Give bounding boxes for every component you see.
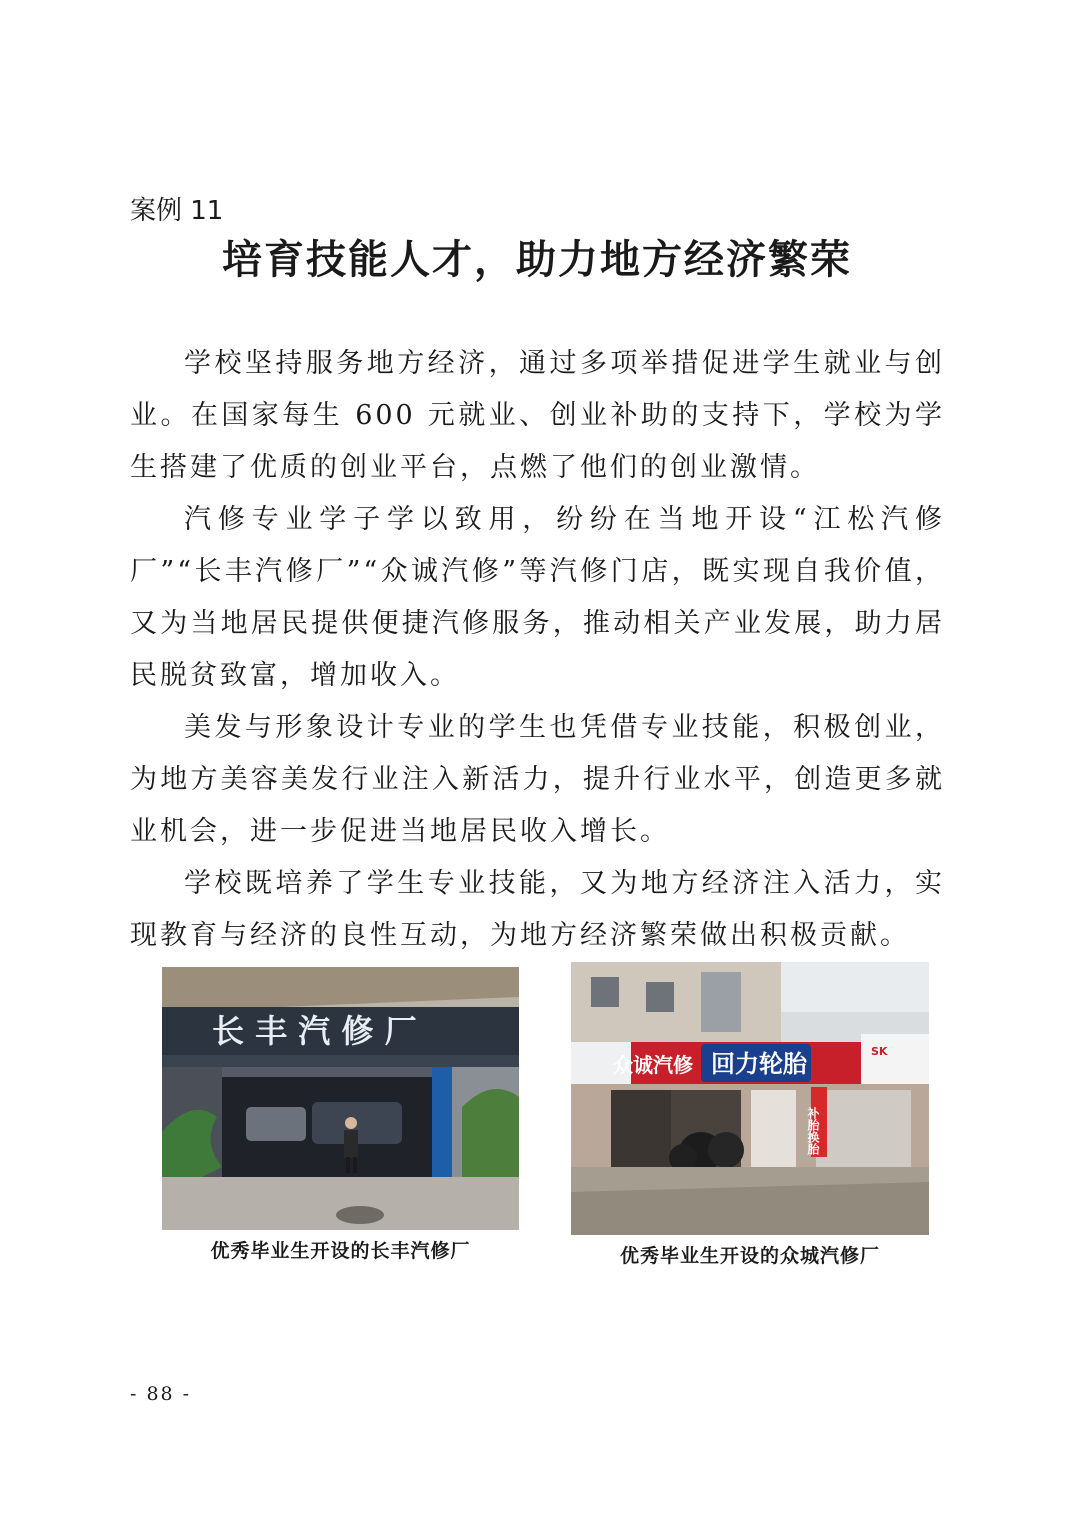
photo-zhongcheng-repair-shop [571,962,929,1235]
photo2-sign-left: 众诚汽修 [613,1053,693,1077]
body-text [130,338,945,962]
page-title: 培育技能人才，助力地方经济繁荣 [222,236,852,283]
photo2-side-banner: 补胎换胎 [806,1107,820,1155]
photo2-sign-right: 回力轮胎 [711,1050,807,1078]
photo1-sign-text: 长 丰 汽 修 厂 [212,1012,417,1050]
photo1-caption: 优秀毕业生开设的长丰汽修厂 [210,1240,471,1262]
paragraph-4: 学校既培养了学生专业技能，又为地方经济注入活力，实现教育与经济的良性互动，为地方经济繁荣做出积极贡献。 [130,868,945,951]
paragraph-1: 学校坚持服务地方经济，通过多项举措促进学生就业与创业。在国家每生 600 元就业、创业补助的支持下，学校为学生搭建了优质的创业平台，点燃了他们的创业激情。 [130,348,945,483]
photo-changfeng-repair-shop [162,967,519,1230]
case-label: 案例 11 [130,196,224,226]
paragraph-2: 汽修专业学子学以致用，纷纷在当地开设“江松汽修厂”“长丰汽修厂”“众诚汽修”等汽修门店，既实现自我价值，又为当地居民提供便捷汽修服务，推动相关产业发展，助力居民脱贫致富，增加收入。 [130,504,945,691]
paragraph-3: 美发与形象设计专业的学生也凭借专业技能，积极创业，为地方美容美发行业注入新活力，提升行业水平，创造更多就业机会，进一步促进当地居民收入增长。 [130,712,945,847]
photo2-sk-text: SK [871,1045,888,1058]
photo2-caption: 优秀毕业生开设的众城汽修厂 [619,1245,880,1267]
page-number: - 88 - [130,1383,192,1405]
